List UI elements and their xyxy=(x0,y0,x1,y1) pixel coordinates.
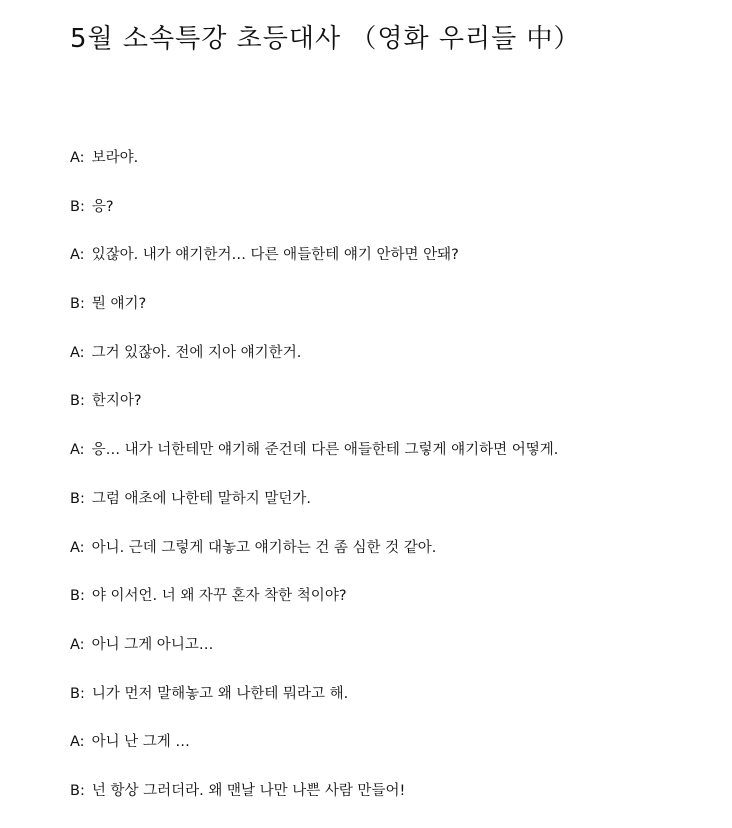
dialogue-text: 그럼 애초에 나한테 말하지 말던가. xyxy=(91,490,311,507)
speaker-label: B : xyxy=(70,682,85,706)
dialogue-line xyxy=(70,146,710,195)
dialogue-line xyxy=(70,438,710,487)
dialogue-line xyxy=(70,584,710,633)
dialogue-list xyxy=(70,146,710,828)
dialogue-text: 아니 난 그게 … xyxy=(91,734,190,751)
dialogue-text: 아니 그게 아니고… xyxy=(91,636,214,653)
speaker-label: B : xyxy=(70,389,85,413)
speaker-label: B : xyxy=(70,584,85,608)
dialogue-line xyxy=(70,633,710,682)
speaker-label: B : xyxy=(70,292,85,316)
dialogue-text: 보라야. xyxy=(91,150,139,166)
dialogue-line xyxy=(70,682,710,731)
dialogue-text: 넌 항상 그러더라. 왜 맨날 나만 나쁜 사람 만들어! xyxy=(91,782,406,799)
dialogue-line xyxy=(70,779,710,828)
dialogue-text: 야 이서언. 너 왜 자꾸 혼자 착한 척이야? xyxy=(91,588,347,605)
speaker-label: B : xyxy=(70,487,85,511)
dialogue-text: 아니. 근데 그렇게 대놓고 얘기하는 건 좀 심한 것 같아. xyxy=(91,539,437,556)
dialogue-text: 응? xyxy=(91,198,114,215)
speaker-label: A : xyxy=(70,146,85,170)
dialogue-line xyxy=(70,341,710,390)
dialogue-line xyxy=(70,730,710,779)
document-title: 5월 소속특강 초등대사 （영화 우리들 中） xyxy=(70,24,581,54)
dialogue-text: 그거 있잖아. 전에 지아 얘기한거. xyxy=(91,344,302,361)
speaker-label: A : xyxy=(70,243,85,267)
dialogue-text: 응… 내가 너한테만 얘기해 준건데 다른 애들한테 그렇게 얘기하면 어떻게. xyxy=(91,442,559,459)
speaker-label: B : xyxy=(70,195,85,219)
speaker-label: A : xyxy=(70,341,85,365)
dialogue-line xyxy=(70,195,710,244)
dialogue-line xyxy=(70,243,710,292)
dialogue-line xyxy=(70,389,710,438)
speaker-label: A : xyxy=(70,438,85,462)
speaker-label: B : xyxy=(70,779,85,803)
dialogue-line xyxy=(70,292,710,341)
dialogue-line xyxy=(70,487,710,536)
dialogue-text: 니가 먼저 말해놓고 왜 나한테 뭐라고 해. xyxy=(91,685,349,702)
dialogue-text: 한지아? xyxy=(91,393,142,410)
speaker-label: A : xyxy=(70,536,85,560)
dialogue-text: 있잖아. 내가 얘기한거… 다른 애들한테 얘기 안하면 안돼? xyxy=(91,247,459,264)
dialogue-line xyxy=(70,536,710,585)
speaker-label: A : xyxy=(70,730,85,754)
speaker-label: A : xyxy=(70,633,85,657)
dialogue-text: 뭔 얘기? xyxy=(91,296,147,313)
